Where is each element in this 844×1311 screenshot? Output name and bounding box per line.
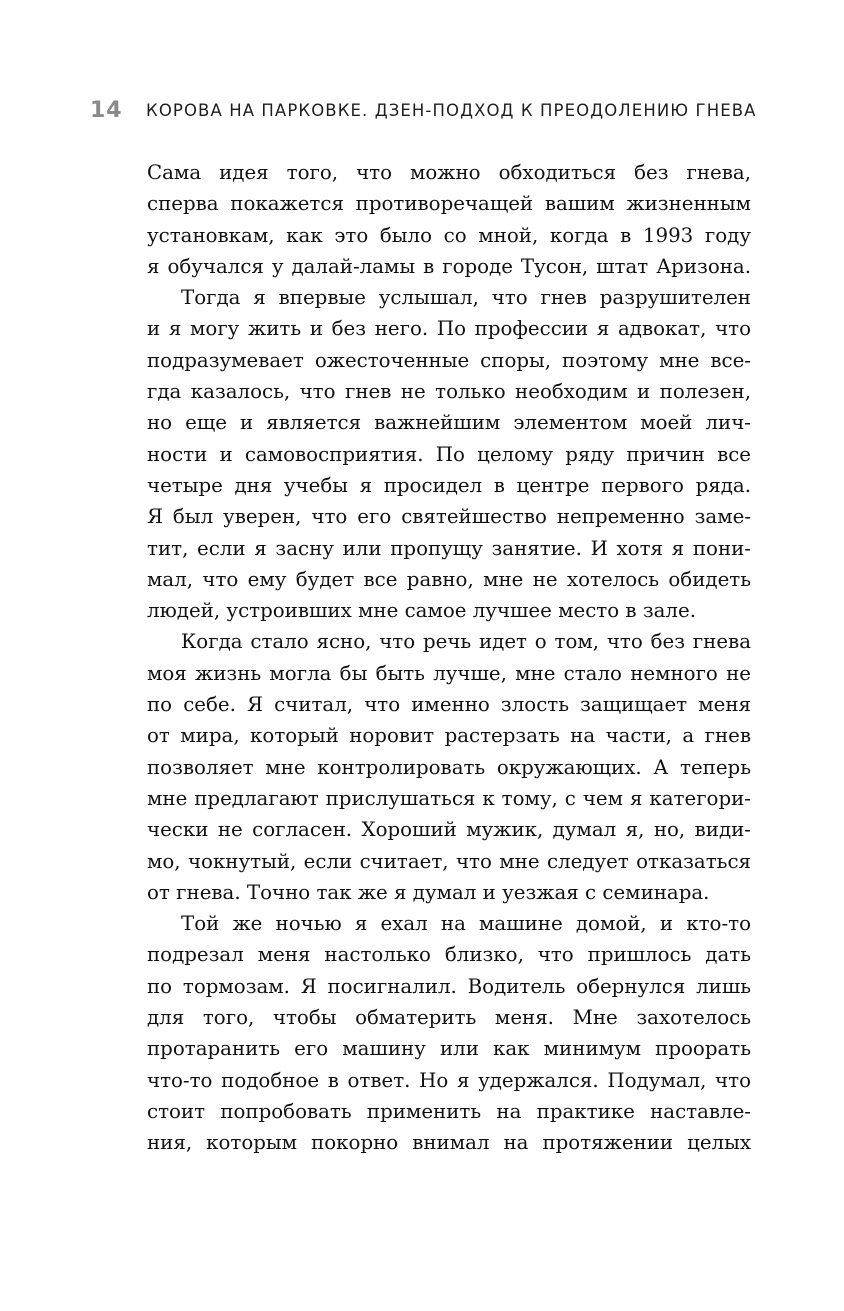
- text-line: Тогда я впервые услышал, что гнев разрушителен: [181, 286, 751, 310]
- text-line: но еще и является важнейшим элементом моей лич-: [147, 411, 751, 435]
- text-line: и я могу жить и без него. По профессии я адвокат, что: [147, 317, 751, 341]
- text-line: чески не согласен. Хороший мужик, думал я, но, види-: [147, 818, 751, 842]
- text-line: моя жизнь могла бы быть лучше, мне стало немного не: [147, 661, 751, 685]
- text-line: сперва покажется противоречащей вашим жизненным: [147, 192, 751, 216]
- text-line: мо, чокнутый, если считает, что мне следует отказаться: [147, 849, 751, 873]
- text-line: позволяет мне контролировать окружающих. А теперь: [147, 755, 751, 779]
- text-line: ности и самовосприятия. По целому ряду причин все: [147, 442, 751, 466]
- text-line: тит, если я засну или пропущу занятие. И хотя я пони-: [147, 536, 751, 560]
- text-line: Той же ночью я ехал на машине домой, и кто-то: [181, 912, 751, 936]
- text-line: установкам, как это было со мной, когда в 1993 году: [147, 223, 751, 247]
- paragraph-4: [147, 908, 751, 1158]
- text-line: что-то подобное в ответ. Но я удержался. Подумал, что: [147, 1068, 751, 1092]
- text-line: мне предлагают прислушаться к тому, с чем я категори-: [147, 786, 751, 810]
- book-title: КОРОВА НА ПАРКОВКЕ. ДЗЕН-ПОДХОД К ПРЕОДОЛЕНИЮ ГНЕВА: [146, 100, 757, 120]
- text-line: я обучался у далай-ламы в городе Тусон, штат Аризона.: [147, 254, 751, 278]
- text-line: Я был уверен, что его святейшество непременно заме-: [147, 505, 751, 529]
- running-header: [90, 92, 770, 128]
- text-line: по тормозам. Я посигналил. Водитель обернулся лишь: [147, 974, 751, 998]
- text-line: гда казалось, что гнев не только необходим и полезен,: [147, 380, 751, 404]
- text-line: подразумевает ожесточенные споры, поэтому мне все-: [147, 348, 751, 372]
- text-line: четыре дня учебы я просидел в центре первого ряда.: [147, 473, 751, 497]
- text-line: по себе. Я считал, что именно злость защищает меня: [147, 693, 751, 717]
- text-line: Когда стало ясно, что речь идет о том, что без гнева: [181, 630, 751, 654]
- paragraph-1: [147, 157, 751, 282]
- text-line: людей, устроивших мне самое лучшее место в зале.: [147, 599, 696, 623]
- text-line: подрезал меня настолько близко, что пришлось дать: [147, 943, 751, 967]
- text-line: Сама идея того, что можно обходиться без гнева,: [147, 161, 751, 184]
- paragraph-2: [147, 282, 751, 626]
- body-text: [147, 157, 751, 1159]
- text-line: для того, чтобы обматерить меня. Мне захотелось: [147, 1006, 751, 1030]
- paragraph-3: [147, 626, 751, 908]
- text-line: протаранить его машину или как минимум проорать: [147, 1037, 751, 1061]
- text-line: мал, что ему будет все равно, мне не хотелось обидеть: [147, 567, 751, 591]
- text-line: от мира, который норовит растерзать на части, а гнев: [147, 724, 751, 748]
- text-line: ния, которым покорно внимал на протяжении целых: [147, 1131, 751, 1155]
- text-line: от гнева. Точно так же я думал и уезжая с семинара.: [147, 880, 710, 904]
- page-number: 14: [90, 97, 123, 123]
- text-line: стоит попробовать применить на практике наставле-: [147, 1099, 751, 1123]
